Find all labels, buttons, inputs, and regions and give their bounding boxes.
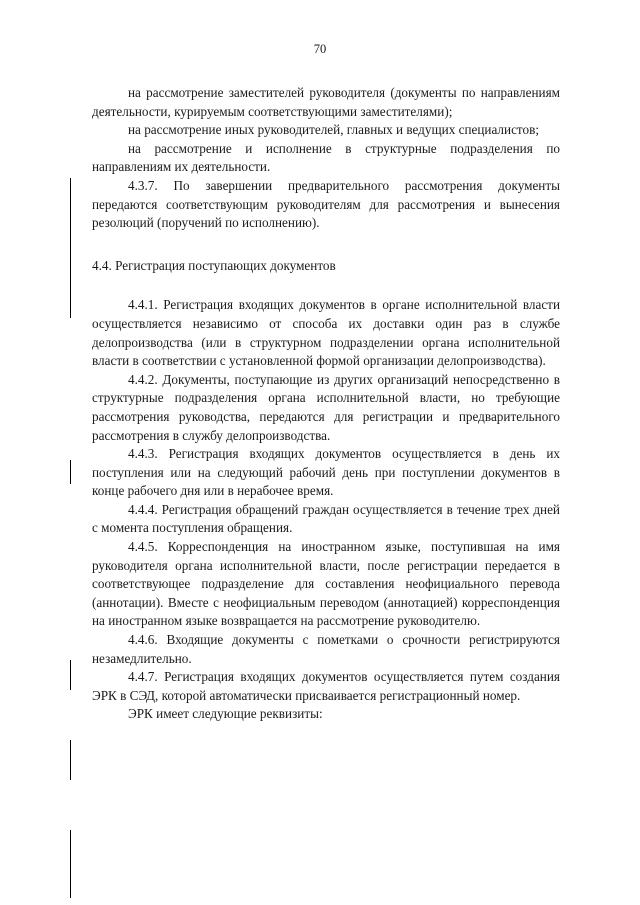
paragraph: 4.4.5. Корреспонденция на иностранном языке, поступившая на имя руководителя органа исполнительной власти, после регистрации передается в соответствующее подразделение для составления неофициального перевода (аннотации). Вместе с неофициальным переводом (аннотацией) корреспонденция на иностранном языке возвращается на рассмотрение руководителю. bbox=[92, 539, 560, 629]
section-heading: 4.4. Регистрация поступающих документов bbox=[92, 257, 336, 273]
margin-mark bbox=[70, 178, 71, 318]
paragraph: 4.4.1. Регистрация входящих документов в органе исполнительной власти осуществляется независимо от способа их доставки один раз в службе делопроизводства (или в структурном подразделении органа исполнительной власти в соответствии с установленной формой организации делопроизводства). bbox=[92, 297, 560, 369]
paragraph: на рассмотрение иных руководителей, главных и ведущих специалистов; bbox=[128, 122, 539, 138]
paragraph: на рассмотрение и исполнение в структурные подразделения по направлениям их деятельности. bbox=[92, 140, 560, 175]
paragraph: ЭРК имеет следующие реквизиты: bbox=[128, 706, 323, 722]
paragraph: 4.4.2. Документы, поступающие из других организаций непосредственно в структурные подразделения органа исполнительной власти, но требующие рассмотрения руководства, передаются для регистрации и предварительного рассмотрения в службу делопроизводства. bbox=[92, 371, 560, 443]
document-body bbox=[92, 84, 560, 724]
page-number: 70 bbox=[313, 42, 327, 56]
margin-mark bbox=[70, 830, 71, 898]
margin-mark bbox=[70, 460, 71, 484]
paragraph: 4.4.7. Регистрация входящих документов осуществляется путем создания ЭРК в СЭД, которой автоматически присваивается регистрационный номер. bbox=[92, 669, 560, 703]
paragraph: 4.4.4. Регистрация обращений граждан осуществляется в течение трех дней с момента поступления обращения. bbox=[92, 501, 560, 536]
margin-mark bbox=[70, 660, 71, 690]
paragraph: 4.4.6. Входящие документы с пометками о срочности регистрируются незамедлительно. bbox=[92, 632, 560, 666]
margin-mark bbox=[70, 740, 71, 780]
paragraph: 4.3.7. По завершении предварительного рассмотрения документы передаются соответствующим руководителям для рассмотрения и вынесения резолюций (поручений по исполнению). bbox=[92, 177, 560, 231]
paragraph: на рассмотрение заместителей руководителя (документы по направлениям деятельности, курируемым соответствующими заместителями); bbox=[92, 85, 560, 119]
paragraph: 4.4.3. Регистрация входящих документов осуществляется в день их поступления или на следующий рабочий день при поступлении документов в конце рабочего дня или в нерабочее время. bbox=[92, 446, 560, 499]
